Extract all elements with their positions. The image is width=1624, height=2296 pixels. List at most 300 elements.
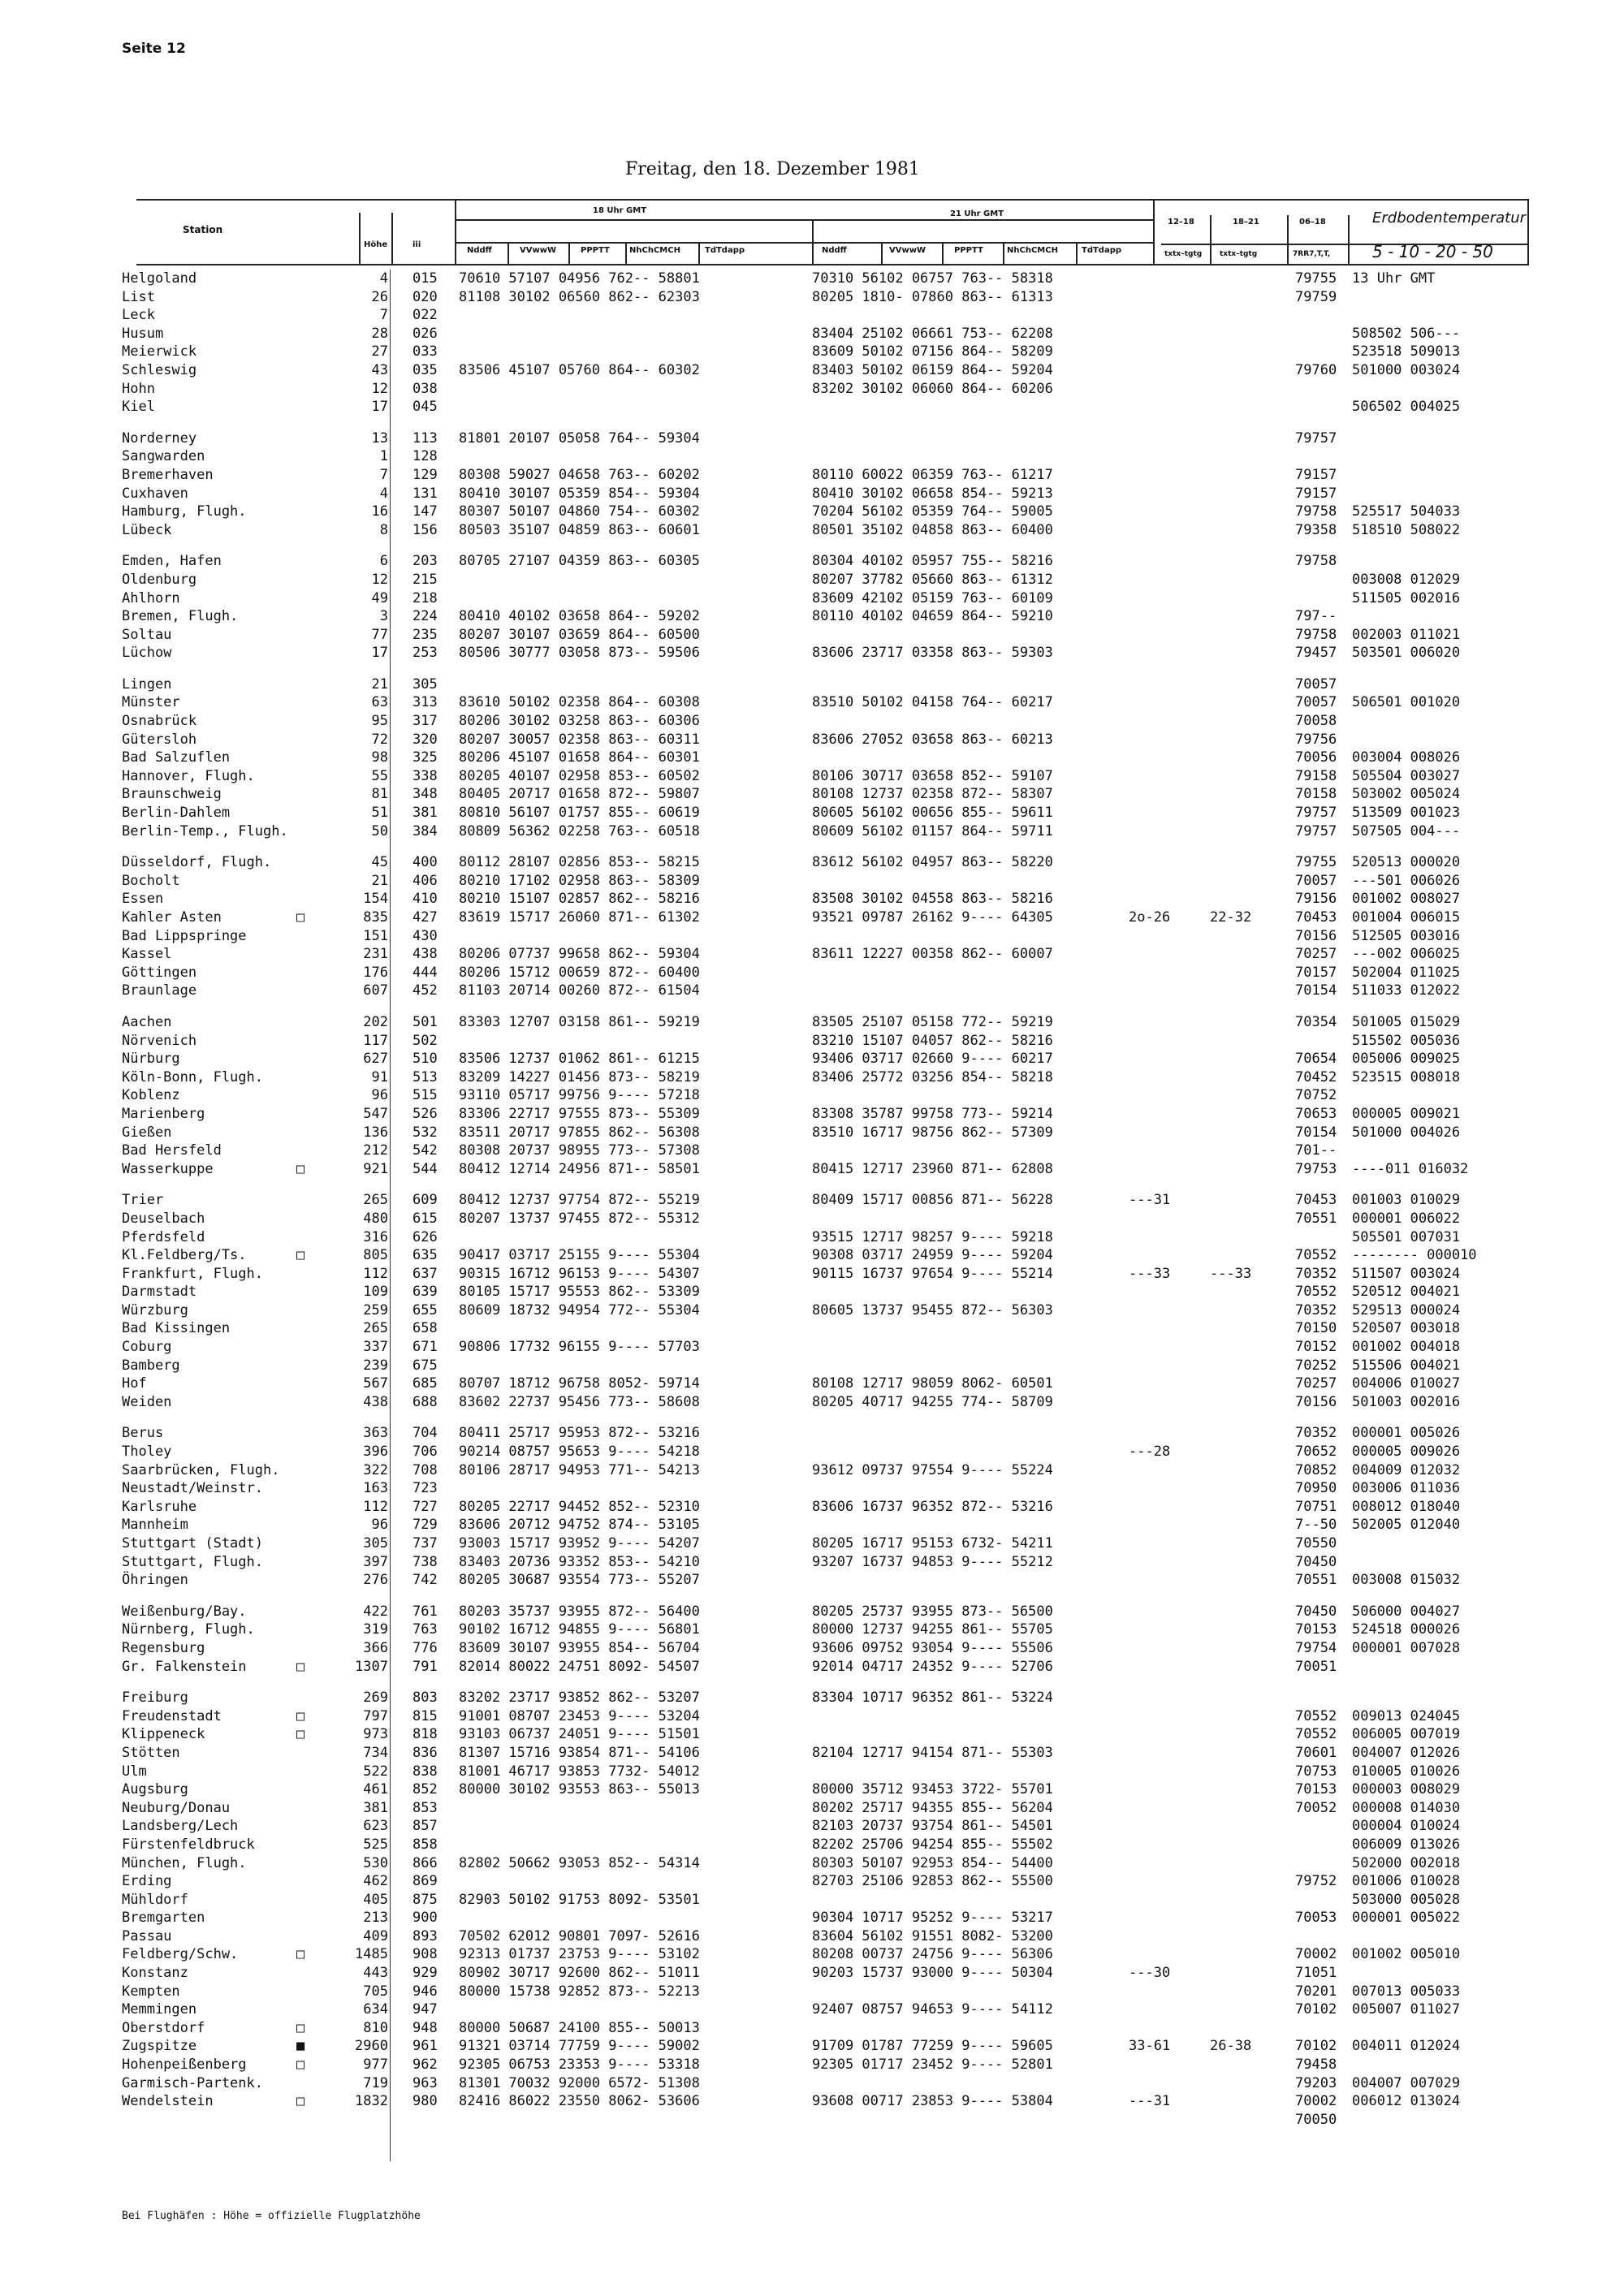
obs-21utc: 93207 16737 94853 9---- 55212 [812,1553,1053,1570]
obs-21utc: 80501 35102 04858 863-- 60400 [812,521,1053,538]
temp-06-18: 70201 [1295,1983,1337,2000]
table-row [0,1534,1624,1553]
station-name: Braunschweig [122,786,222,803]
soil-temp: 512505 003016 [1352,927,1461,944]
station-name: Kl.Feldberg/Ts. [122,1247,247,1264]
station-number: 156 [412,521,438,538]
time21-heading: 21 Uhr GMT [950,209,1004,218]
soil-temp: 001002 004018 [1352,1339,1461,1356]
station-name: Berlin-Dahlem [122,805,231,822]
temp-06-18: 7--50 [1295,1517,1337,1534]
obs-18utc: 92305 06753 23353 9---- 53318 [459,2056,700,2074]
table-row [0,1553,1624,1572]
station-height: 381 [363,1799,388,1816]
station-number: 626 [412,1228,438,1245]
station-height: 6 [379,553,388,570]
soil-temp: 008012 018040 [1352,1498,1461,1515]
soil-temp: 501000 004026 [1352,1124,1461,1141]
station-height: 3 [379,608,388,625]
soil-temp: ----011 016032 [1352,1160,1469,1177]
station-name: Freudenstadt [122,1707,222,1724]
obs-18utc: 80308 20737 98955 773-- 57308 [459,1142,700,1159]
temp-06-18: 70453 [1295,909,1337,926]
soil-temp: 501000 003024 [1352,361,1461,378]
station-name: Gr. Falkenstein [122,1658,247,1675]
station-height: 21 [371,872,388,889]
table-row [0,1983,1624,2001]
obs-18utc: 81103 20714 00260 872-- 61504 [459,982,700,999]
station-number: 438 [412,946,438,963]
station-name: Osnabrück [122,713,197,730]
station-name: Wasserkuppe [122,1160,214,1177]
station-number: 639 [412,1284,438,1301]
obs-21utc: 92014 04717 24352 9---- 52706 [812,1658,1053,1675]
table-row [0,1872,1624,1891]
station-name: Pferdsfeld [122,1228,205,1245]
station-number: 658 [412,1320,438,1337]
station-number: 946 [412,1983,438,2000]
station-height: 28 [371,325,388,342]
obs-21utc: 80410 30102 06658 854-- 59213 [812,485,1053,502]
station-name: Düsseldorf, Flugh. [122,854,272,871]
station-height: 1832 [355,2093,388,2110]
temp-06-18: 70157 [1295,964,1337,981]
station-number: 655 [412,1301,438,1318]
station-height: 136 [363,1124,388,1141]
station-height: 319 [363,1621,388,1638]
station-name: Kahler Asten [122,909,222,926]
temp-06-18: 70002 [1295,1946,1337,1963]
station-number: 045 [412,399,438,416]
soil-temp: 518510 508022 [1352,521,1461,538]
station-number: 406 [412,872,438,889]
soil-temp: 503000 005028 [1352,1891,1461,1908]
obs-18utc: 80707 18712 96758 8052- 59714 [459,1375,700,1392]
station-name: Marienberg [122,1105,205,1122]
table-row [0,521,1624,540]
table-row [0,1105,1624,1124]
obs-18utc: 90214 08757 95653 9---- 54218 [459,1444,700,1461]
table-row [0,693,1624,712]
station-name: Garmisch-Partenk. [122,2074,263,2091]
obs-18utc: 82903 50102 91753 8092- 53501 [459,1891,700,1908]
station-height: 4 [379,485,388,502]
table-row [0,589,1624,608]
station-height: 112 [363,1265,388,1282]
station-name: Hohn [122,380,155,397]
table-row [0,485,1624,503]
table-row [0,1479,1624,1498]
station-number: 320 [412,731,438,748]
station-number: 803 [412,1690,438,1707]
table-row [0,1013,1624,1032]
obs-21utc: 90203 15737 93000 9---- 50304 [812,1965,1053,1982]
station-name: Köln-Bonn, Flugh. [122,1068,263,1085]
obs-21utc: 83609 50102 07156 864-- 58209 [812,343,1053,360]
table-row [0,1516,1624,1534]
hoehe-heading: Höhe [364,240,388,249]
mountain-marker: □ [296,1707,305,1724]
table-row [0,1142,1624,1160]
station-name: Bamberg [122,1357,180,1374]
obs-21utc: 80106 30717 03658 852-- 59107 [812,767,1053,784]
obs-18utc: 80206 30102 03258 863-- 60306 [459,713,700,730]
table-row [0,361,1624,380]
station-number: 963 [412,2074,438,2091]
station-number: 929 [412,1965,438,1982]
soil-temp: 520513 000020 [1352,854,1461,871]
table-row [0,1443,1624,1461]
soil-temp: 511505 002016 [1352,589,1461,606]
obs-18utc: 80506 30777 03058 873-- 59506 [459,645,700,662]
mountain-marker: □ [296,1247,305,1264]
station-name: Tholey [122,1444,172,1461]
col18-tdtd: TdTdapp [705,246,745,255]
time18-heading: 18 Uhr GMT [593,206,647,215]
station-name: Mannheim [122,1517,188,1534]
temp-06-18: 70052 [1295,1799,1337,1816]
station-name: Braunlage [122,982,197,999]
station-name: Deuselbach [122,1210,205,1227]
station-name: Norderney [122,429,197,447]
t-head-2: 18–21 [1233,218,1259,227]
temp-06-18: 70552 [1295,1726,1337,1743]
obs-18utc: 80000 30102 93553 863-- 55013 [459,1781,700,1798]
temp-06-18: 79754 [1295,1639,1337,1656]
station-number: 410 [412,891,438,908]
station-height: 522 [363,1763,388,1780]
soil-temp: 000001 006022 [1352,1210,1461,1227]
soil-temp: 529513 000024 [1352,1301,1461,1318]
temp-06-18: 70053 [1295,1910,1337,1927]
obs-21utc: 70204 56102 05359 764-- 59005 [812,503,1053,520]
temp-06-18: 797-- [1295,608,1337,625]
obs-21utc: 80207 37782 05660 863-- 61312 [812,571,1053,588]
station-name: Bremerhaven [122,466,214,483]
station-name: Neuburg/Donau [122,1799,231,1816]
station-name: Fürstenfeldbruck [122,1836,255,1853]
temp-12-18: ---31 [1129,2093,1171,2110]
obs-18utc: 80207 13737 97455 872-- 55312 [459,1210,700,1227]
obs-18utc: 80210 17102 02958 863-- 58309 [459,872,700,889]
temp-06-18: 70601 [1295,1744,1337,1761]
obs-21utc: 70310 56102 06757 763-- 58318 [812,270,1053,287]
temp-06-18: 70051 [1295,1658,1337,1675]
obs-18utc: 80203 35737 93955 872-- 56400 [459,1603,700,1620]
station-name: Emden, Hafen [122,553,222,570]
table-row [0,325,1624,343]
obs-18utc: 82416 86022 23550 8062- 53606 [459,2093,700,2110]
station-height: 91 [371,1068,388,1085]
station-height: 276 [363,1572,388,1589]
station-name: Oldenburg [122,571,197,588]
obs-21utc: 83606 23717 03358 863-- 59303 [812,645,1053,662]
obs-18utc: 91321 03714 77759 9---- 59002 [459,2038,700,2055]
station-name: Nürburg [122,1051,180,1068]
temp-18-21: 22-32 [1210,909,1252,926]
obs-21utc: 80304 40102 05957 755-- 58216 [812,553,1053,570]
station-name: Göttingen [122,964,197,981]
footnote: Bei Flughäfen : Höhe = offizielle Flugplatzhöhe [122,2210,421,2222]
obs-18utc: 93103 06737 24051 9---- 51501 [459,1726,700,1743]
soil-temp: 000001 005022 [1352,1910,1461,1927]
temp-06-18: 70753 [1295,1763,1337,1780]
col18-ppptt: PPPTT [581,246,610,255]
station-name: Stuttgart (Stadt) [122,1535,263,1552]
station-number: 033 [412,343,438,360]
soil-temp: 003004 008026 [1352,749,1461,766]
obs-21utc: 82703 25106 92853 862-- 55500 [812,1873,1053,1890]
station-name: Memmingen [122,2001,197,2018]
station-number: 338 [412,767,438,784]
soil-temp: 502004 011025 [1352,964,1461,981]
table-row [0,429,1624,448]
station-name: Karlsruhe [122,1498,197,1515]
station-name: Stötten [122,1744,180,1761]
obs-21utc: 83609 42102 05159 763-- 60109 [812,589,1053,606]
obs-18utc: 70610 57107 04956 762-- 58801 [459,270,700,287]
obs-21utc: 93608 00717 23853 9---- 53804 [812,2093,1053,2110]
temp-06-18: 70450 [1295,1553,1337,1570]
station-name: Bremen, Flugh. [122,608,239,625]
station-number: 738 [412,1553,438,1570]
obs-18utc: 80207 30057 02358 863-- 60311 [459,731,700,748]
soil-temp: 524518 000026 [1352,1621,1461,1638]
soil-temp: 001004 006015 [1352,909,1461,926]
station-height: 462 [363,1873,388,1890]
station-height: 973 [363,1726,388,1743]
temp-06-18: 70852 [1295,1461,1337,1478]
temp-06-18: 70257 [1295,1375,1337,1392]
station-name: Konstanz [122,1965,188,1982]
station-name: Ulm [122,1763,147,1780]
temp-06-18: 79156 [1295,891,1337,908]
obs-21utc: 80205 40717 94255 774-- 58709 [812,1393,1053,1410]
station-number: 708 [412,1461,438,1478]
obs-21utc: 80409 15717 00856 871-- 56228 [812,1192,1053,1209]
obs-18utc: 80112 28107 02856 853-- 58215 [459,854,700,871]
obs-18utc: 80205 22717 94452 852-- 52310 [459,1498,700,1515]
station-number: 510 [412,1051,438,1068]
temp-06-18: 70352 [1295,1425,1337,1442]
temp-06-18: 70057 [1295,872,1337,889]
iii-heading: iii [412,240,421,249]
mountain-marker: □ [296,1658,305,1675]
obs-21utc: 82104 12717 94154 871-- 55303 [812,1744,1053,1761]
station-name: Wendelstein [122,2093,214,2110]
temp-06-18: 70354 [1295,1013,1337,1030]
table-row [0,675,1624,694]
station-height: 567 [363,1375,388,1392]
station-name: Klippeneck [122,1726,205,1743]
station-height: 239 [363,1357,388,1374]
station-number: 737 [412,1535,438,1552]
table-row [0,1498,1624,1517]
temp-06-18: 70552 [1295,1247,1337,1264]
station-height: 49 [371,589,388,606]
temp-12-18: ---30 [1129,1965,1171,1982]
station-number: 513 [412,1068,438,1085]
station-number: 427 [412,909,438,926]
table-row [0,1891,1624,1910]
obs-18utc: 80207 30107 03659 864-- 60500 [459,626,700,643]
station-height: 81 [371,786,388,803]
station-number: 131 [412,485,438,502]
obs-21utc: 92305 01717 23452 9---- 52801 [812,2056,1053,2074]
station-height: 27 [371,343,388,360]
temp-06-18: 70452 [1295,1068,1337,1085]
station-number: 675 [412,1357,438,1374]
table-row [0,853,1624,872]
station-number: 706 [412,1444,438,1461]
station-height: 259 [363,1301,388,1318]
page-number: Seite 12 [122,41,186,57]
station-height: 2960 [355,2038,388,2055]
obs-21utc: 83505 25107 05158 772-- 59219 [812,1013,1053,1030]
obs-21utc: 83606 27052 03658 863-- 60213 [812,731,1053,748]
soil-temp: 501003 002016 [1352,1393,1461,1410]
soil-temp: 507505 004--- [1352,822,1461,839]
station-name: Würzburg [122,1301,188,1318]
table-row [0,1068,1624,1087]
table-row [0,2074,1624,2093]
station-number: 038 [412,380,438,397]
obs-18utc: 90417 03717 25155 9---- 55304 [459,1247,700,1264]
station-height: 43 [371,361,388,378]
station-number: 444 [412,964,438,981]
temp-06-18: 70102 [1295,2001,1337,2018]
station-height: 151 [363,927,388,944]
station-height: 8 [379,521,388,538]
soil-temp: 002003 011021 [1352,626,1461,643]
station-height: 322 [363,1461,388,1478]
obs-21utc: 83606 16737 96352 872-- 53216 [812,1498,1053,1515]
station-height: 396 [363,1444,388,1461]
station-number: 026 [412,325,438,342]
table-row [0,1854,1624,1873]
temp-06-18: 70154 [1295,1124,1337,1141]
station-height: 480 [363,1210,388,1227]
obs-18utc: 83506 45107 05760 864-- 60302 [459,361,700,378]
station-name: Zugspitze [122,2038,197,2055]
table-row [0,1927,1624,1946]
temp-06-18: 79157 [1295,466,1337,483]
obs-21utc: 80205 1810- 07860 863-- 61313 [812,288,1053,305]
temp-06-18: 70257 [1295,946,1337,963]
temp-06-18: 79457 [1295,645,1337,662]
station-number: 858 [412,1836,438,1853]
col21-ppptt: PPPTT [954,246,983,255]
temp-06-18: 71051 [1295,1965,1337,1982]
obs-18utc: 83619 15717 26060 871-- 61302 [459,909,700,926]
table-row [0,2092,1624,2111]
obs-18utc: 80205 30687 93554 773-- 55207 [459,1572,700,1589]
station-number: 727 [412,1498,438,1515]
station-number: 526 [412,1105,438,1122]
station-height: 438 [363,1393,388,1410]
soil-temp: 010005 010026 [1352,1763,1461,1780]
station-name: Bad Salzuflen [122,749,231,766]
station-number: 852 [412,1781,438,1798]
station-name: Gießen [122,1124,172,1141]
temp-06-18: 70551 [1295,1572,1337,1589]
table-row [0,1424,1624,1443]
soil-temp: 525517 504033 [1352,503,1461,520]
mountain-marker: □ [296,909,305,926]
temp-06-18: 79752 [1295,1873,1337,1890]
station-number: 763 [412,1621,438,1638]
table-row [0,626,1624,645]
soil-temp: 000001 007028 [1352,1639,1461,1656]
station-name: Darmstadt [122,1284,197,1301]
obs-21utc: 91709 01787 77259 9---- 59605 [812,2038,1053,2055]
table-row [0,767,1624,786]
obs-21utc: 93515 12717 98257 9---- 59218 [812,1228,1053,1245]
table-row [0,908,1624,927]
station-height: 265 [363,1192,388,1209]
obs-21utc: 80108 12737 02358 872-- 58307 [812,786,1053,803]
station-height: 265 [363,1320,388,1337]
temp-06-18: 79758 [1295,553,1337,570]
table-row [0,1246,1624,1265]
station-number: 218 [412,589,438,606]
soil-temp: 006005 007019 [1352,1726,1461,1743]
station-height: 63 [371,694,388,711]
mountain-marker: □ [296,2056,305,2074]
table-row [0,749,1624,767]
temp-06-18: 70450 [1295,1603,1337,1620]
obs-18utc: 80405 20717 01658 872-- 59807 [459,786,700,803]
station-height: 7 [379,307,388,324]
soil-temp: 523518 509013 [1352,343,1461,360]
obs-21utc: 80208 00737 24756 9---- 56306 [812,1946,1053,1963]
soil-temp: 005007 011027 [1352,2001,1461,2018]
table-row [0,1210,1624,1228]
temp-06-18: 79758 [1295,503,1337,520]
station-name: Nürnberg, Flugh. [122,1621,255,1638]
col18-nddff: Nddff [467,246,492,255]
station-number: 203 [412,553,438,570]
station-height: 705 [363,1983,388,2000]
station-name: Helgoland [122,270,197,287]
station-name: Erding [122,1873,172,1890]
station-height: 72 [371,731,388,748]
table-row [0,380,1624,399]
station-number: 948 [412,2019,438,2036]
station-height: 154 [363,891,388,908]
temp-06-18: 70153 [1295,1621,1337,1638]
station-name: Lingen [122,675,172,693]
table-row [0,1799,1624,1818]
table-row [0,964,1624,982]
table-row [0,1086,1624,1105]
obs-18utc: 83609 30107 93955 854-- 56704 [459,1639,700,1656]
station-height: 109 [363,1284,388,1301]
soil-temp: 007013 005033 [1352,1983,1461,2000]
station-name: Mühldorf [122,1891,188,1908]
temp-12-18: 2o-26 [1129,909,1171,926]
temp-18-21: 26-38 [1210,2038,1252,2055]
station-name: Hamburg, Flugh. [122,503,247,520]
station-height: 397 [363,1553,388,1570]
station-name: Regensburg [122,1639,205,1656]
station-height: 7 [379,466,388,483]
temp-06-18: 79757 [1295,429,1337,447]
table-row [0,1945,1624,1964]
soil-temp: 000004 010024 [1352,1818,1461,1835]
obs-18utc: 93003 15717 93952 9---- 54207 [459,1535,700,1552]
station-table [0,270,1624,2129]
